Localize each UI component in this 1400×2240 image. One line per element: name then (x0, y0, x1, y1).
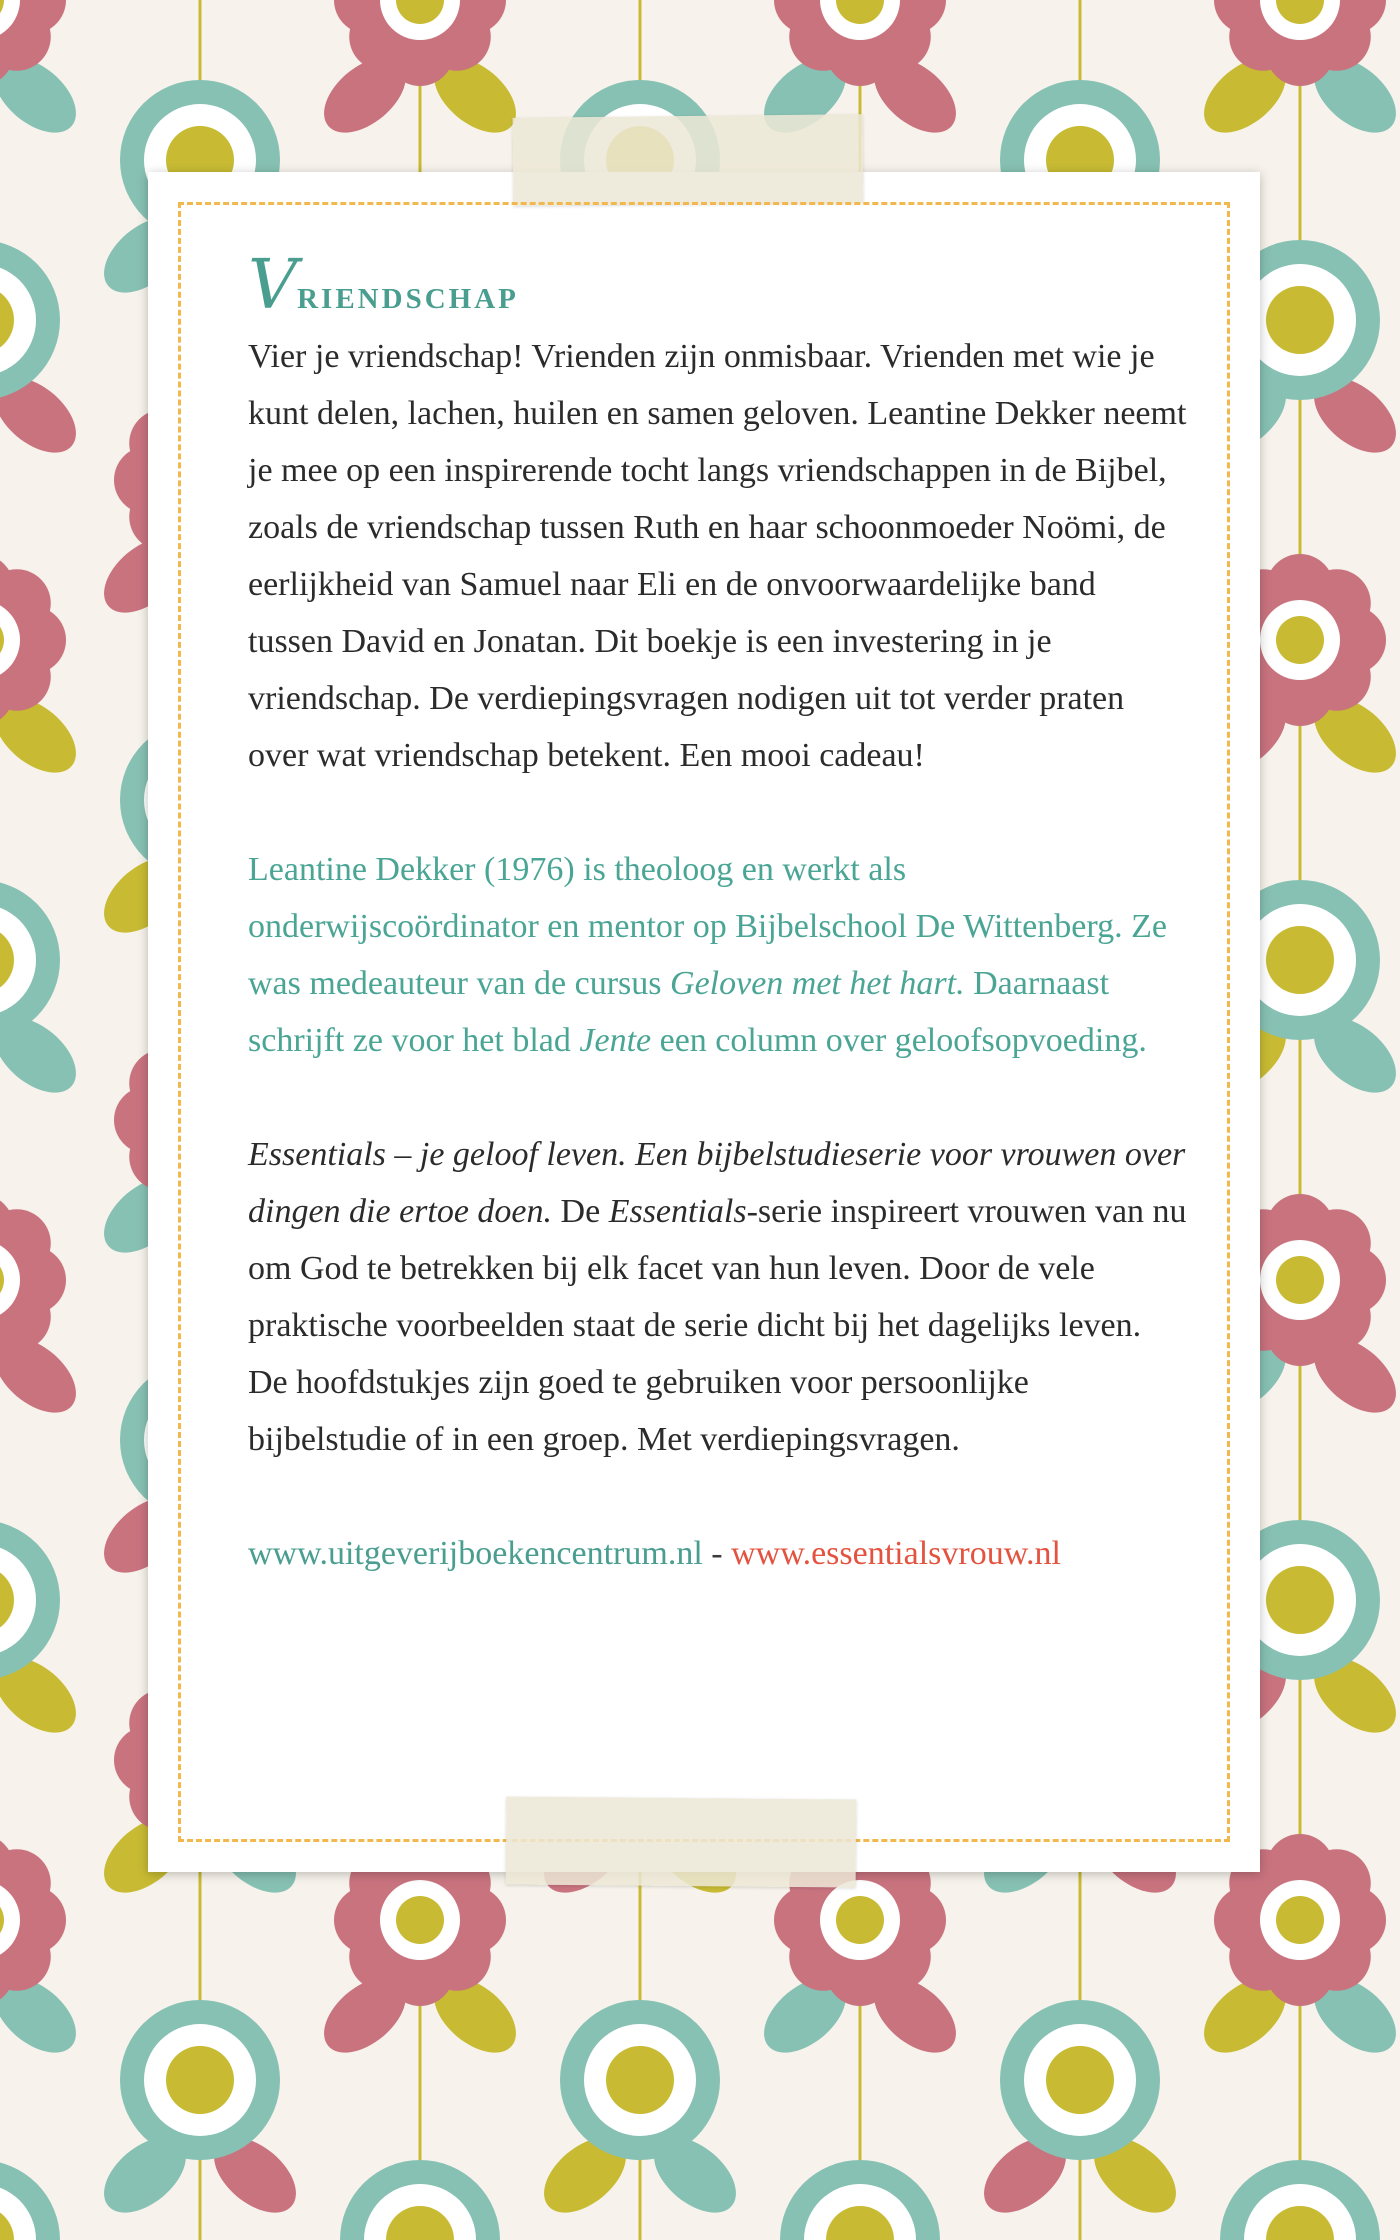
flower-center (836, 1896, 884, 1944)
tape-strip-top (513, 114, 864, 206)
back-cover-card (148, 172, 1260, 1872)
ring-core (1266, 286, 1334, 354)
bio-text-2: Daarnaast schrijft ze voor het blad (248, 965, 1110, 1059)
flower-center (1276, 616, 1324, 664)
flower-center (396, 1896, 444, 1944)
link-separator: - (702, 1535, 732, 1572)
flower-center (1276, 1256, 1324, 1304)
title-initial: V (248, 246, 298, 325)
series-text-1: De (552, 1193, 609, 1230)
bio-text-1: Leantine Dekker (1976) is theoloog en werkt als onderwijscoördinator en mentor op Bijbelschool De Wittenberg. Ze was medeauteur van de cursus (248, 851, 1167, 1002)
ring-core (166, 2046, 234, 2114)
website-links (248, 1525, 1188, 1582)
series-tagline: Essentials – je geloof leven. Een bijbelstudieserie voor vrouwen over dingen die ertoe doen. (248, 1136, 1186, 1230)
series-name: Essentials (608, 1193, 747, 1230)
series-site-link[interactable]: www.essentialsvrouw.nl (731, 1535, 1061, 1572)
series-text-2: -serie inspireert vrouwen van nu om God te betrekken bij elk facet van hun leven. Door de vele praktische voorbeelden staat de serie dicht bij het dagelijks leven. De hoofdstukjes zijn goed te gebruiken voor persoonlijke bijbelstudie of in een groep. Met verdiepingsvragen. (248, 1193, 1187, 1458)
book-title (248, 246, 1188, 325)
publisher-link[interactable]: www.uitgeverijboekencentrum.nl (248, 1535, 703, 1572)
bio-course-title: Geloven met het hart. (670, 965, 965, 1002)
flower-center (1276, 1896, 1324, 1944)
intro-paragraph: Vier je vriendschap! Vrienden zijn onmisbaar. Vrienden met wie je kunt delen, lachen, huilen en samen geloven. Leantine Dekker neemt je mee op een inspirerende tocht langs vriendschappen in de Bijbel, zoals de vriendschap tussen Ruth en haar schoonmoeder Noömi, de eerlijkheid van Samuel naar Eli en de onvoorwaardelijke band tussen David en Jonatan. Dit boekje is een investering in je vriendschap. De verdiepingsvragen nodigen uit tot verder praten over wat vriendschap betekent. Een mooi cadeau! (248, 338, 1187, 774)
series-description (248, 1126, 1188, 1468)
ring-core (1046, 2046, 1114, 2114)
bio-magazine-title: Jente (579, 1022, 652, 1059)
ring-core (606, 2046, 674, 2114)
ring-core (1266, 926, 1334, 994)
title-rest: riendschap (297, 272, 519, 318)
bio-text-3: een column over geloofsopvoeding. (651, 1022, 1147, 1059)
tape-strip-bottom (506, 1796, 857, 1887)
ring-core (1266, 1566, 1334, 1634)
author-bio (248, 841, 1188, 1069)
card-content (248, 246, 1188, 1582)
